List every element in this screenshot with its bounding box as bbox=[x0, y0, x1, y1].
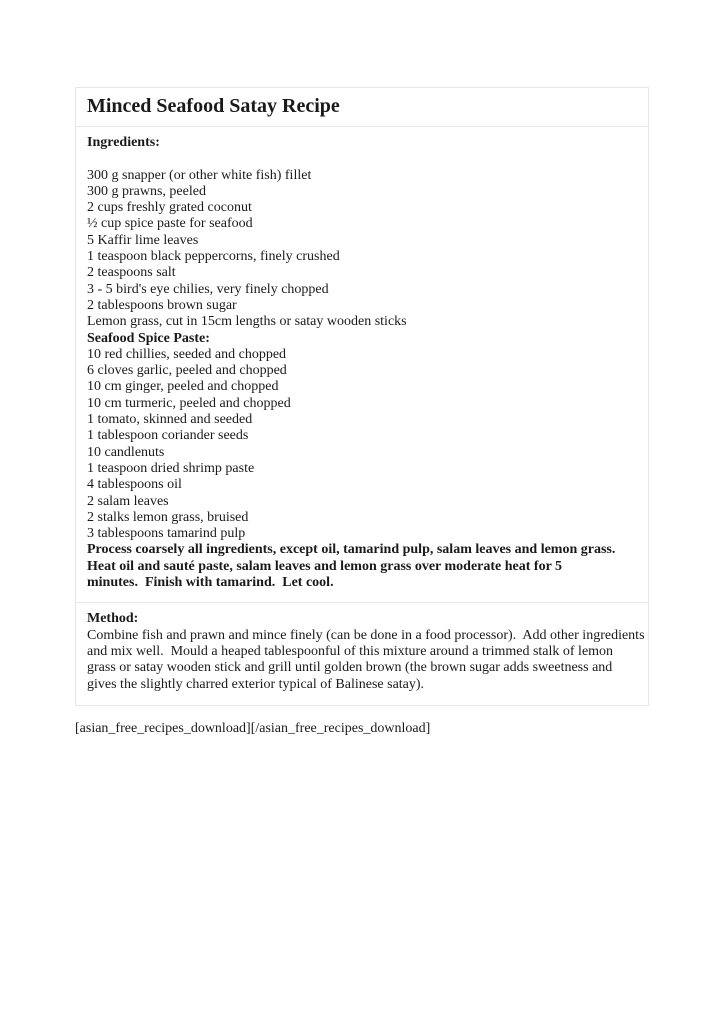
spice-paste-item: 10 cm turmeric, peeled and chopped bbox=[87, 395, 291, 411]
process-note-line: minutes. Finish with tamarind. Let cool. bbox=[87, 575, 334, 591]
ingredient-item: 2 tablespoons brown sugar bbox=[87, 297, 237, 313]
recipe-card bbox=[75, 87, 649, 706]
method-line: and mix well. Mould a heaped tablespoonful of this mixture around a trimmed stalk of lemon bbox=[87, 643, 614, 659]
spice-paste-item: 10 red chillies, seeded and chopped bbox=[87, 346, 287, 362]
spice-paste-item: 4 tablespoons oil bbox=[87, 477, 182, 493]
method-text bbox=[87, 627, 645, 693]
method-line: gives the slightly charred exterior typical of Balinese satay). bbox=[87, 676, 425, 692]
process-note-line: Process coarsely all ingredients, except oil, tamarind pulp, salam leaves and lemon grass. bbox=[87, 542, 616, 558]
spice-paste-item: 2 salam leaves bbox=[87, 493, 169, 509]
method-line: grass or satay wooden stick and grill until golden brown (the brown sugar adds sweetness and bbox=[87, 660, 613, 676]
ingredient-item: Lemon grass, cut in 15cm lengths or satay wooden sticks bbox=[87, 314, 407, 330]
method-section bbox=[76, 602, 648, 704]
spice-paste-item: 6 cloves garlic, peeled and chopped bbox=[87, 363, 287, 379]
ingredient-item: 3 - 5 bird's eye chilies, very finely chopped bbox=[87, 281, 329, 297]
recipe-card-header bbox=[76, 88, 648, 127]
shortcode-text: [asian_free_recipes_download][/asian_free_recipes_download] bbox=[75, 721, 431, 736]
spice-paste-item: 10 cm ginger, peeled and chopped bbox=[87, 379, 279, 395]
ingredient-item: 300 g snapper (or other white fish) fillet bbox=[87, 167, 312, 183]
spice-paste-item: 1 tomato, skinned and seeded bbox=[87, 412, 253, 428]
spice-paste-item: 10 candlenuts bbox=[87, 444, 165, 460]
spice-paste-item: 2 stalks lemon grass, bruised bbox=[87, 509, 249, 525]
spice-paste-list bbox=[87, 347, 637, 543]
method-heading: Method: bbox=[87, 611, 139, 627]
ingredient-item: 300 g prawns, peeled bbox=[87, 183, 206, 199]
method-line: Combine fish and prawn and mince finely (can be done in a food processor). Add other ingredients bbox=[87, 627, 645, 643]
process-note-line: Heat oil and sauté paste, salam leaves and lemon grass over moderate heat for 5 bbox=[87, 558, 563, 574]
ingredient-item: 1 teaspoon black peppercorns, finely crushed bbox=[87, 249, 340, 265]
spice-paste-item: 3 tablespoons tamarind pulp bbox=[87, 526, 246, 542]
recipe-title: Minced Seafood Satay Recipe bbox=[87, 95, 340, 117]
spice-paste-heading: Seafood Spice Paste: bbox=[87, 330, 210, 346]
ingredient-item: 5 Kaffir lime leaves bbox=[87, 232, 199, 248]
ingredients-heading: Ingredients: bbox=[87, 135, 160, 150]
ingredients-section bbox=[76, 127, 648, 602]
ingredient-item: 2 teaspoons salt bbox=[87, 265, 176, 281]
ingredient-item: ½ cup spice paste for seafood bbox=[87, 216, 253, 232]
blank-line bbox=[87, 151, 637, 167]
ingredient-item: 2 cups freshly grated coconut bbox=[87, 200, 252, 216]
process-note bbox=[87, 542, 637, 591]
spice-paste-item: 1 tablespoon coriander seeds bbox=[87, 428, 249, 444]
spice-paste-item: 1 teaspoon dried shrimp paste bbox=[87, 460, 255, 476]
ingredients-list bbox=[87, 168, 637, 331]
